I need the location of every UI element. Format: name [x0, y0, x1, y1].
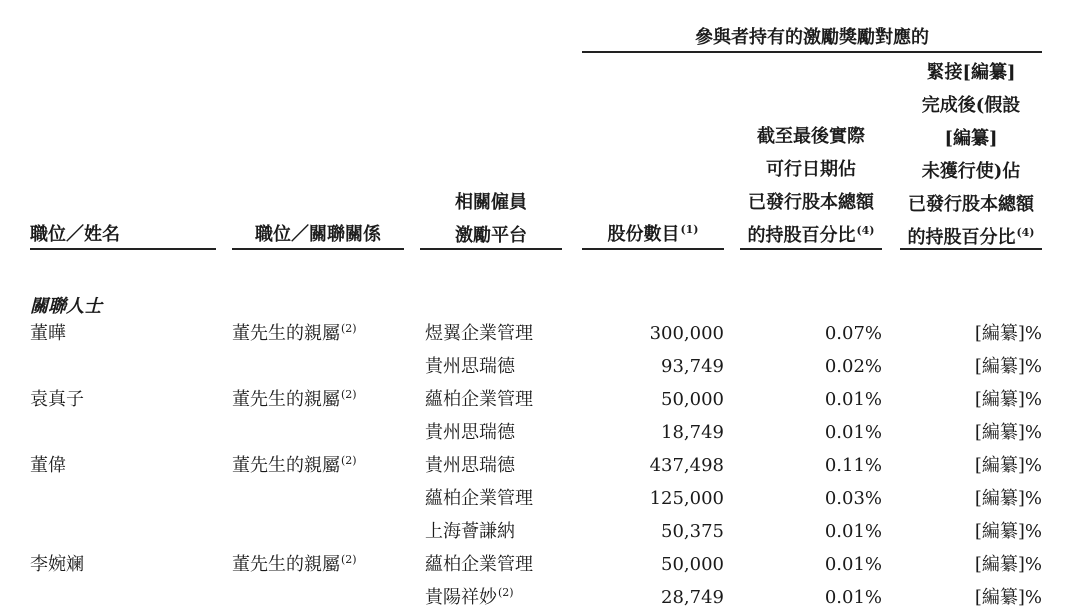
- row-relation: [232, 589, 233, 607]
- row-platform: [425, 358, 516, 376]
- col-header-platform: [420, 186, 562, 252]
- row-pct-post: [編纂]%: [974, 389, 1042, 410]
- row-platform: [425, 586, 514, 608]
- row-platform-text: 煜翼企業管理: [425, 323, 533, 344]
- col-header-pct-current-line: 截至最後實際: [757, 126, 865, 147]
- row-shares: 300,000: [649, 323, 724, 344]
- section-title: 關聯人士: [30, 296, 102, 317]
- row-name: 李婉斓: [30, 554, 84, 575]
- row-shares: 18,749: [661, 422, 724, 443]
- row-pct-current: 0.01%: [824, 422, 882, 443]
- footnote-marker: (4): [1016, 226, 1035, 239]
- row-relation-text: 董先生的親屬: [232, 455, 340, 476]
- row-relation: [232, 553, 357, 575]
- row-relation: [232, 424, 233, 442]
- col-header-pct-current-line: 已發行股本總額: [748, 192, 874, 213]
- row-shares: 93,749: [661, 356, 724, 377]
- row-shares: 437,498: [649, 455, 724, 476]
- row-name: 董曄: [30, 323, 66, 344]
- row-relation: [232, 388, 357, 410]
- row-pct-current: 0.01%: [824, 521, 882, 542]
- row-pct-post: [編纂]%: [974, 587, 1042, 608]
- col-header-platform-line: 相關僱員: [455, 192, 527, 213]
- row-relation: [232, 322, 357, 344]
- row-shares: 28,749: [661, 587, 724, 608]
- col-header-name: 職位／姓名: [30, 224, 120, 245]
- group-header-title: 參與者持有的激勵獎勵對應的: [695, 27, 929, 48]
- col-header-relation: 職位／關聯關係: [255, 224, 381, 245]
- row-name: 董偉: [30, 455, 66, 476]
- col-header-platform-line: 激勵平台: [455, 225, 527, 246]
- row-platform: [425, 556, 534, 574]
- row-platform-text: 蘊柏企業管理: [425, 389, 533, 410]
- row-relation-text: 董先生的親屬: [232, 323, 340, 344]
- col-rule-platform: [420, 248, 562, 250]
- row-pct-post: [編纂]%: [974, 554, 1042, 575]
- row-pct-current: 0.07%: [824, 323, 882, 344]
- col-header-pct-post-line: [編纂]: [944, 128, 998, 149]
- row-platform: [425, 490, 534, 508]
- col-header-pct-post-line: 緊接[編纂]: [926, 62, 1016, 83]
- row-pct-post: [編纂]%: [974, 422, 1042, 443]
- col-header-pct-current-line: 可行日期佔: [766, 159, 856, 180]
- row-pct-current: 0.01%: [824, 389, 882, 410]
- col-rule-name: [30, 248, 216, 250]
- footnote-marker: (1): [680, 223, 699, 236]
- row-platform-text: 貴州思瑞德: [425, 422, 515, 443]
- row-relation-text: 董先生的親屬: [232, 389, 340, 410]
- col-header-pct-current: [740, 120, 882, 252]
- row-platform: [425, 457, 516, 475]
- footnote-marker: (2): [341, 454, 357, 467]
- row-platform-text: 貴州思瑞德: [425, 455, 515, 476]
- footnote-marker: (2): [498, 586, 514, 599]
- footnote-marker: (2): [341, 322, 357, 335]
- row-platform-text: 蘊柏企業管理: [425, 554, 533, 575]
- row-pct-post: [編纂]%: [974, 488, 1042, 509]
- row-shares: 50,000: [661, 554, 724, 575]
- row-relation: [232, 490, 233, 508]
- row-shares: 50,375: [661, 521, 724, 542]
- group-header-rule: [582, 51, 1042, 53]
- col-rule-pct-post: [900, 248, 1042, 250]
- col-header-shares-label: 股份數目: [607, 224, 680, 245]
- row-platform-text: 上海薈謙納: [425, 521, 515, 542]
- row-name: 袁真子: [30, 389, 84, 410]
- row-relation: [232, 523, 233, 541]
- row-shares: 125,000: [649, 488, 724, 509]
- col-rule-shares: [582, 248, 724, 250]
- row-platform-text: 貴陽祥妙: [425, 587, 497, 608]
- row-pct-current: 0.01%: [824, 554, 882, 575]
- row-platform-text: 貴州思瑞德: [425, 356, 515, 377]
- col-header-pct-post-line: 已發行股本總額: [908, 194, 1034, 215]
- row-pct-post: [編纂]%: [974, 521, 1042, 542]
- row-shares: 50,000: [661, 389, 724, 410]
- row-pct-current: 0.01%: [824, 587, 882, 608]
- row-pct-post: [編纂]%: [974, 356, 1042, 377]
- col-header-shares: [582, 223, 724, 245]
- col-header-pct-current-line: 的持股百分比: [747, 225, 856, 246]
- col-rule-relation: [232, 248, 404, 250]
- row-pct-post: [編纂]%: [974, 323, 1042, 344]
- footnote-marker: (2): [341, 388, 357, 401]
- row-pct-current: 0.03%: [824, 488, 882, 509]
- row-relation: [232, 358, 233, 376]
- col-rule-pct-current: [740, 248, 882, 250]
- row-platform: [425, 424, 516, 442]
- row-platform: [425, 391, 534, 409]
- col-header-pct-post: [900, 56, 1042, 254]
- row-platform: [425, 523, 516, 541]
- col-header-pct-post-line: 的持股百分比: [907, 227, 1016, 248]
- footnote-marker: (2): [341, 553, 357, 566]
- col-header-pct-post-line: 完成後(假設: [921, 95, 1021, 116]
- row-relation-text: 董先生的親屬: [232, 554, 340, 575]
- row-pct-current: 0.11%: [824, 455, 882, 476]
- row-pct-current: 0.02%: [824, 356, 882, 377]
- row-pct-post: [編纂]%: [974, 455, 1042, 476]
- footnote-marker: (4): [856, 224, 875, 237]
- row-platform: [425, 325, 534, 343]
- row-platform-text: 蘊柏企業管理: [425, 488, 533, 509]
- row-relation: [232, 454, 357, 476]
- col-header-pct-post-line: 未獲行使)佔: [921, 161, 1021, 182]
